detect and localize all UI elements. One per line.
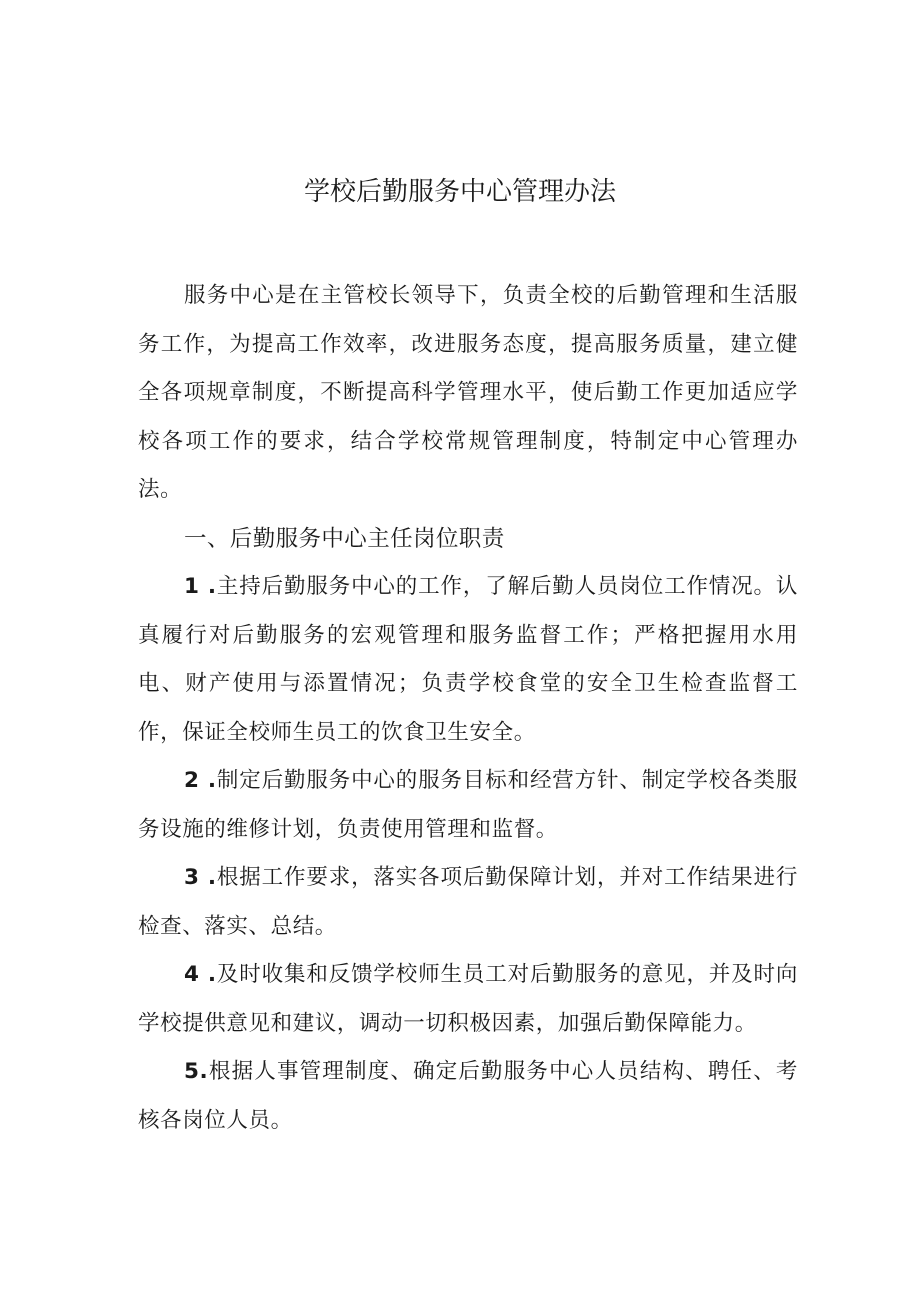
item-text: 主持后勤服务中心的工作，了解后勤人员岗位工作情况。认真履行对后勤服务的宏观管理和服务监督工作；严格把握用水用电、财产使用与添置情况；负责学校食堂的安全卫生检查监督工作，保证全校师生员工的饮食卫生安全。: [138, 574, 798, 745]
item-number: 2 .: [184, 768, 217, 793]
item-text: 制定后勤服务中心的服务目标和经营方针、制定学校各类服务设施的维修计划，负责使用管理和监督。: [138, 768, 798, 842]
list-item-3: [138, 854, 798, 951]
item-text: 及时收集和反馈学校师生员工对后勤服务的意见，并及时向学校提供意见和建议，调动一切积极因素，加强后勤保障能力。: [138, 962, 798, 1036]
item-number: 1 .: [184, 574, 217, 599]
document-body: [138, 272, 798, 1145]
item-number: 4 .: [184, 962, 217, 987]
intro-paragraph: 服务中心是在主管校长领导下，负责全校的后勤管理和生活服务工作，为提高工作效率，改进服务态度，提高服务质量，建立健全各项规章制度，不断提高科学管理水平，使后勤工作更加适应学校各项工作的要求，结合学校常规管理制度，特制定中心管理办法。: [138, 283, 798, 502]
list-item-5: [138, 1048, 798, 1145]
item-text: 根据人事管理制度、确定后勤服务中心人员结构、聘任、考核各岗位人员。: [138, 1059, 798, 1133]
list-item-2: [138, 757, 798, 854]
list-item-1: [138, 563, 798, 757]
document-title: 学校后勤服务中心管理办法: [303, 177, 616, 207]
item-number: 5.: [184, 1059, 209, 1084]
section-heading: 一、后勤服务中心主任岗位职责: [184, 525, 505, 552]
list-item-4: [138, 951, 798, 1048]
item-text: 根据工作要求，落实各项后勤保障计划，并对工作结果进行检查、落实、总结。: [138, 865, 798, 939]
item-number: 3 .: [184, 865, 217, 890]
